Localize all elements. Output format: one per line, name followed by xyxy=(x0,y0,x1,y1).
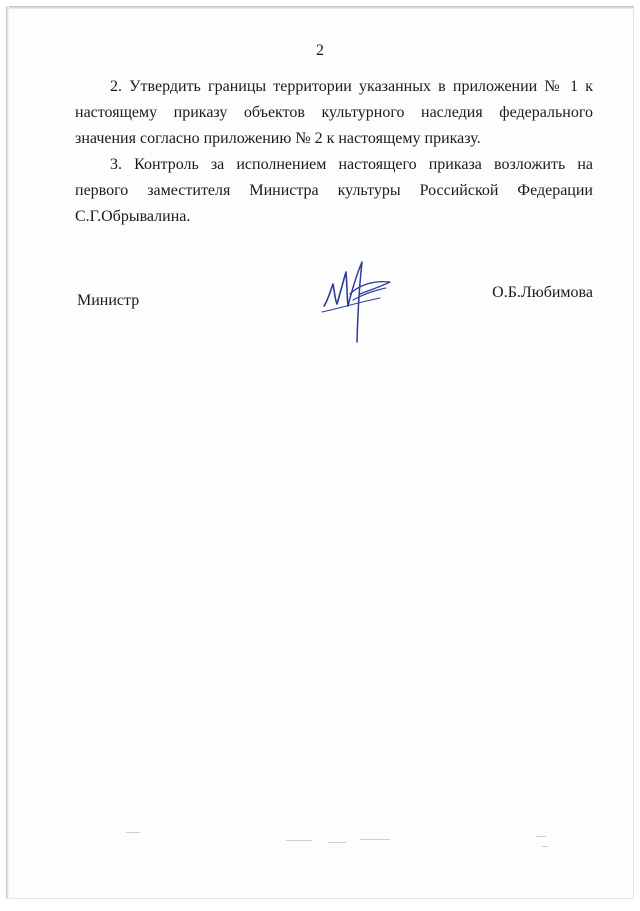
paragraph-control: 3. Контроль за исполнением настоящего приказа возложить на первого заместителя Министра культуры Российской Федерации С.Г.Обрывалина. xyxy=(75,156,593,225)
body-text xyxy=(75,74,593,230)
signer-name: О.Б.Любимова xyxy=(492,284,593,301)
scan-edge-top xyxy=(6,6,634,9)
scan-noise-artifacts xyxy=(106,828,556,858)
handwritten-signature xyxy=(320,254,400,344)
document-page xyxy=(6,6,634,899)
scan-edge-left xyxy=(6,6,9,899)
signer-title: Министр xyxy=(77,292,140,309)
signature-block xyxy=(75,254,593,344)
page-number: 2 xyxy=(316,42,324,59)
paragraph-boundaries: 2. Утвердить границы территории указанных в приложении № 1 к настоящему приказу объектов культурного наследия федерального значения согласно приложению № 2 к настоящему приказу. xyxy=(75,78,593,147)
